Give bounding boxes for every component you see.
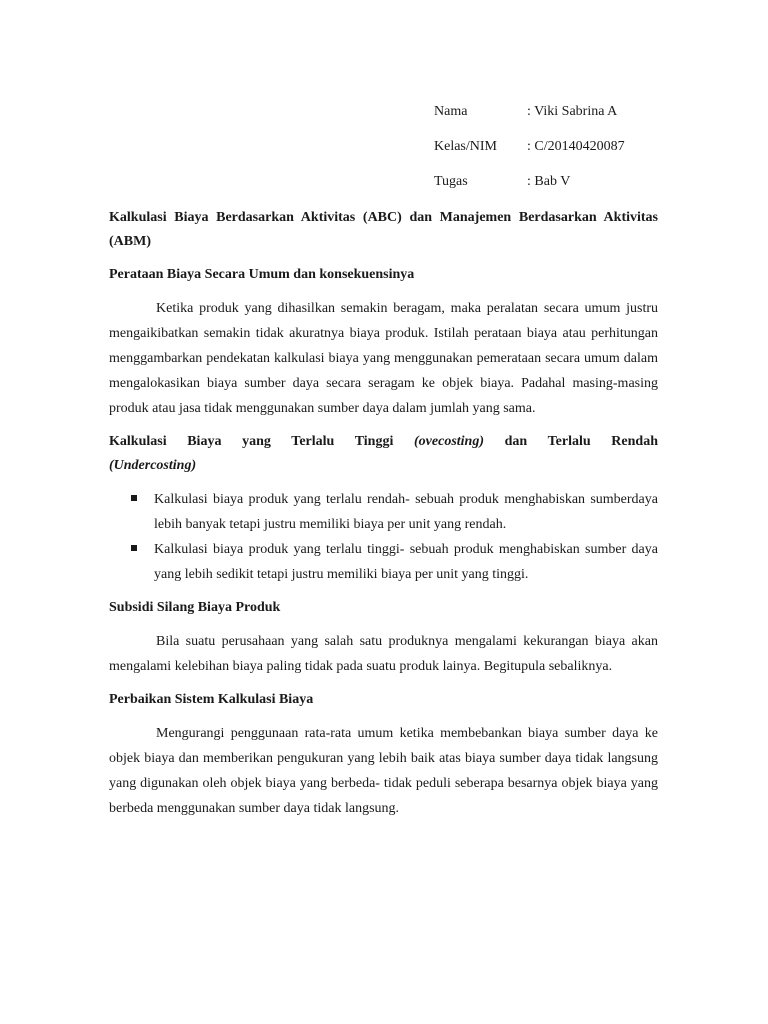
list-item-text: Kalkulasi biaya produk yang terlalu rendah- sebuah produk menghabiskan sumberdaya lebih banyak tetapi justru memiliki biaya per unit yang rendah. <box>154 492 658 532</box>
section-paragraph-subsidi: Bila suatu perusahaan yang salah satu produknya mengalami kekurangan biaya akan mengalami kelebihan biaya paling tidak pada suatu produk lainya. Begitupula sebaliknya. <box>109 634 658 674</box>
section-heading-overcosting <box>109 430 658 454</box>
info-value: : C/20140420087 <box>527 139 625 154</box>
section-heading-subsidi: Subsidi Silang Biaya Produk <box>109 600 281 615</box>
info-label: Tugas <box>434 174 468 189</box>
list-item <box>109 537 658 587</box>
info-row-nama <box>434 103 694 138</box>
bullet-list <box>109 487 658 587</box>
info-label: Kelas/NIM <box>434 139 497 154</box>
info-value: : Viki Sabrina A <box>527 104 618 119</box>
section-heading-perataan: Perataan Biaya Secara Umum dan konsekuensinya <box>109 267 415 282</box>
heading-text: Kalkulasi Biaya yang Terlalu Tinggi <box>109 434 415 449</box>
document-body <box>109 206 658 830</box>
section-paragraph-perataan: Ketika produk yang dihasilkan semakin beragam, maka peralatan secara umum justru mengaikibatkan semakin tidak akuratnya biaya produk. Istilah perataan biaya atau perhitungan menggambarkan pendekatan kalkulasi biaya yang menggunakan pemerataan secara umum dalam mengalokasikan biaya sumber daya secara seragam ke objek biaya. Padahal masing-masing produk atau jasa tidak menggunakan sumber daya dalam jumlah yang sama. <box>109 301 658 416</box>
info-row-kelas <box>434 138 694 173</box>
list-item <box>109 487 658 537</box>
heading-italic-text: (ovecosting) <box>414 434 484 449</box>
heading-text: dan Terlalu Rendah <box>484 434 658 449</box>
square-bullet-icon <box>131 495 137 501</box>
section-paragraph-perbaikan: Mengurangi penggunaan rata-rata umum ketika membebankan biaya sumber daya ke objek biaya dan memberikan pengukuran yang lebih baik atas biaya sumber daya tidak langsung yang digunakan oleh objek biaya yang berbeda- tidak peduli seberapa besarnya objek biaya yang berbeda menggunakan sumber daya tidak langsung. <box>109 726 658 816</box>
section-heading-perbaikan: Perbaikan Sistem Kalkulasi Biaya <box>109 692 314 707</box>
heading-italic-text: (Undercosting) <box>109 458 197 473</box>
info-value: : Bab V <box>527 174 571 189</box>
list-item-text: Kalkulasi biaya produk yang terlalu tinggi- sebuah produk menghabiskan sumber daya yang lebih sedikit tetapi justru memiliki biaya per unit yang tinggi. <box>154 542 658 582</box>
student-info-block <box>434 103 694 208</box>
square-bullet-icon <box>131 545 137 551</box>
info-label: Nama <box>434 104 468 119</box>
document-title: Kalkulasi Biaya Berdasarkan Aktivitas (ABC) dan Manajemen Berdasarkan Aktivitas (ABM) <box>109 210 658 249</box>
section-heading-undercosting <box>109 454 658 478</box>
info-row-tugas <box>434 173 694 208</box>
